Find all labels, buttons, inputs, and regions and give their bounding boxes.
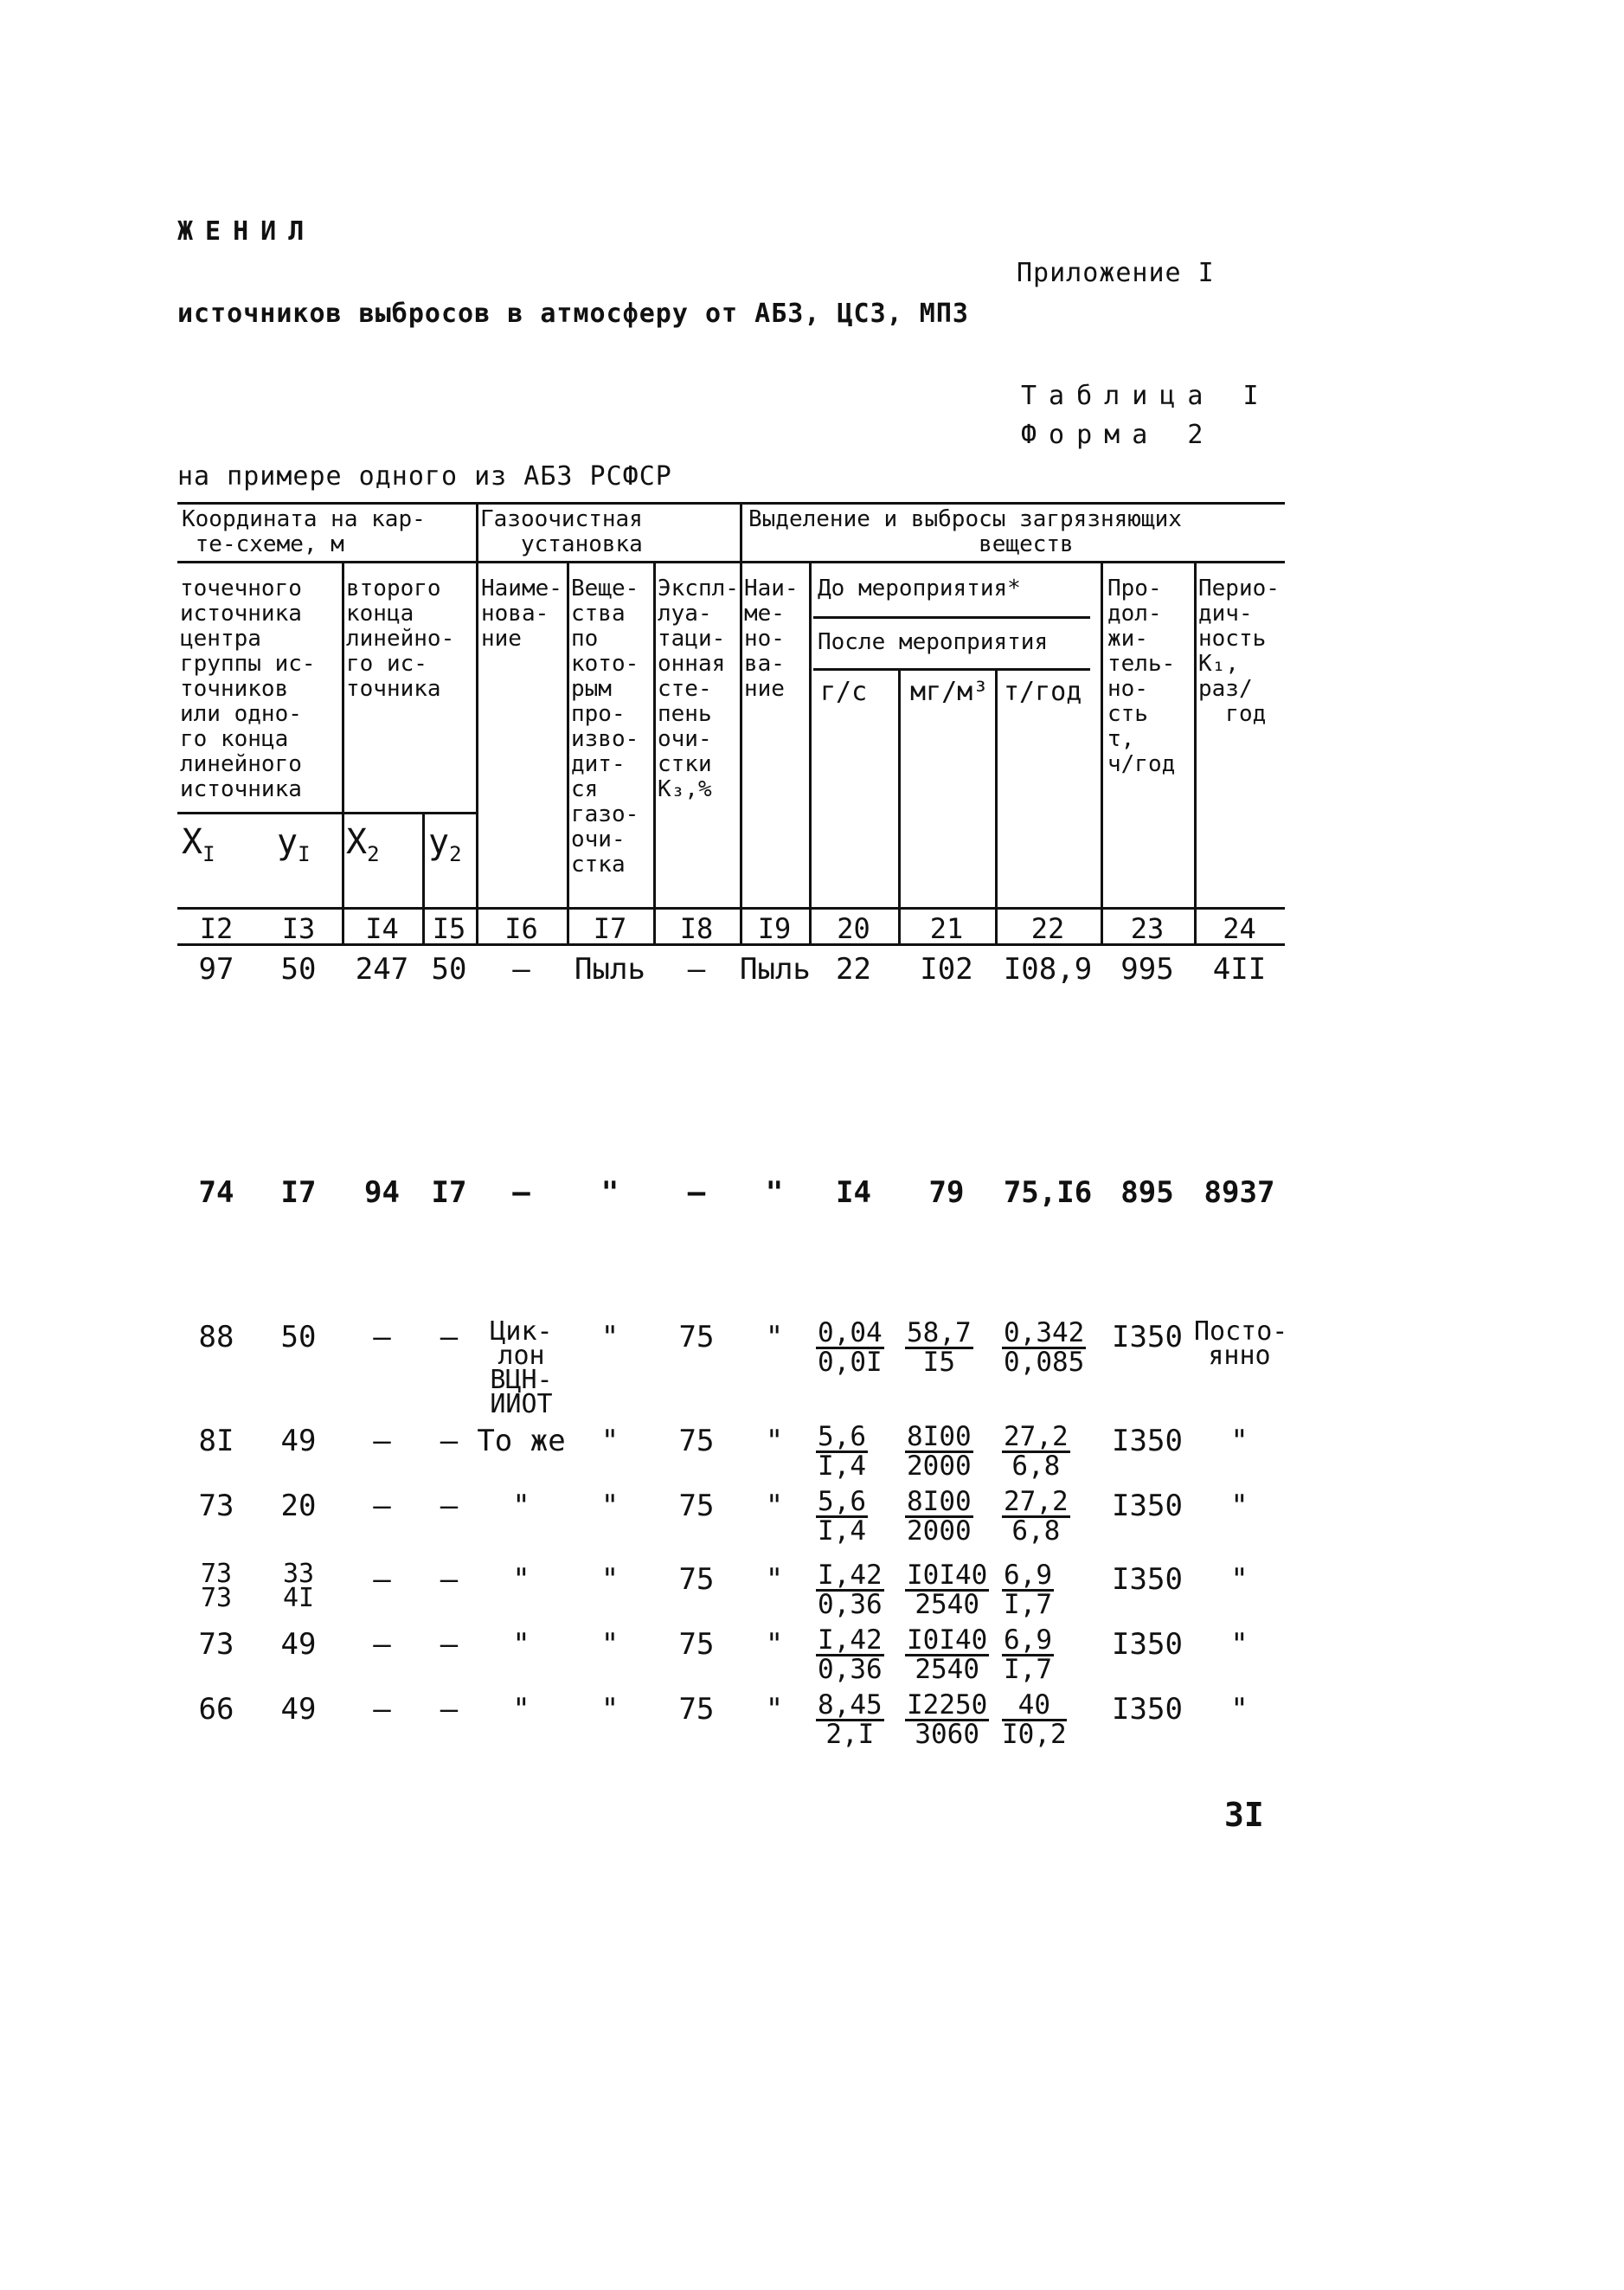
emission-mgm3-value-numerator: 58,7 — [907, 1317, 972, 1348]
device-name-value: Цик- лон ВЦН- ИИОТ — [490, 1316, 553, 1419]
duration-header: Про- дол- жи- тель- но- сть τ, ч/год — [1107, 576, 1176, 777]
duration-value: I350 — [1112, 1692, 1183, 1727]
periodicity-value: " — [1230, 1627, 1248, 1662]
emission-mgm3-value-numerator: I0I40 — [907, 1560, 988, 1591]
emission-mgm3-value: I02 — [920, 952, 973, 987]
periodicity-header: Перио- дич- ность K₁, раз/ год — [1198, 576, 1280, 727]
emission-tyear-value: I08,9 — [1003, 952, 1093, 987]
emission-tyear-value — [1002, 1562, 1054, 1618]
emission-mgm3-value-denominator: 2000 — [907, 1515, 972, 1547]
y2-value: – — [440, 1489, 459, 1523]
duration-value: I350 — [1112, 1627, 1183, 1662]
emission-mgm3-value — [905, 1317, 973, 1378]
emission-tyear-value — [1002, 1624, 1054, 1685]
emission-tyear-value-numerator: 40 — [1002, 1692, 1067, 1721]
column-number: I5 — [432, 912, 466, 945]
device-name-value: " — [512, 1627, 530, 1662]
page-number: 3I — [1224, 1796, 1264, 1834]
y2-value: – — [440, 1627, 459, 1662]
emission-tyear-value-denominator: 0,085 — [1004, 1347, 1085, 1378]
after-measures-border — [813, 668, 1090, 671]
duration-value: I350 — [1112, 1489, 1183, 1523]
emission-mgm3-value — [905, 1689, 989, 1750]
efficiency-value: 75 — [678, 1489, 715, 1523]
x1-value: 97 — [198, 952, 234, 987]
emission-tyear-value-numerator: 27,2 — [1004, 1421, 1069, 1452]
duration-value: I350 — [1112, 1562, 1183, 1597]
emission-mgm3-value — [905, 1624, 989, 1685]
column-number: I9 — [757, 912, 792, 945]
column-number: I3 — [281, 912, 316, 945]
form-label: Форма 2 — [1021, 420, 1216, 450]
emission-mgm3-value-denominator: 2540 — [915, 1654, 979, 1685]
emission-mgm3-value-denominator: 2540 — [915, 1589, 979, 1620]
y2-header: $y_2$ — [428, 822, 462, 866]
emission-gs-value — [816, 1624, 884, 1685]
x2-value: – — [373, 1692, 391, 1727]
x2-value: – — [373, 1562, 391, 1597]
y1-value: 50 — [280, 952, 317, 987]
emission-gs-value — [816, 1317, 884, 1378]
y1-value: 33 4I — [282, 1559, 315, 1613]
device-name-value: " — [512, 1489, 530, 1523]
emission-mgm3-value-numerator: 8I00 — [907, 1486, 972, 1517]
emission-gs-value-denominator: I,4 — [818, 1451, 866, 1482]
emission-gs-value-denominator: 0,0I — [818, 1347, 883, 1378]
column-number: I2 — [199, 912, 234, 945]
emission-gs-value — [816, 1562, 884, 1618]
emission-gs-value-numerator: I,42 — [818, 1624, 883, 1656]
column-number: I7 — [593, 912, 627, 945]
duration-value: 895 — [1120, 1175, 1174, 1210]
column-number: 20 — [837, 912, 870, 945]
emission-gs-value-denominator: I,4 — [818, 1515, 866, 1547]
efficiency-value: 75 — [678, 1692, 715, 1727]
efficiency-value: – — [687, 952, 706, 987]
emission-tyear-value-denominator: I,7 — [1004, 1589, 1052, 1620]
x2-value: – — [373, 1320, 391, 1354]
unit-gs-header: г/с — [820, 677, 868, 707]
device-name-value: – — [512, 952, 530, 987]
emission-mgm3-value — [905, 1486, 973, 1547]
emission-gs-value-numerator: 8,45 — [818, 1689, 883, 1721]
x1-value: 88 — [198, 1320, 234, 1354]
unit-mgm3-header: мг/м³ — [910, 677, 989, 707]
emission-group-header: Выделение и выбросы загрязняющих веществ — [748, 506, 1182, 557]
coordinates-group-header: Координата на кар- те-схеме, м — [182, 506, 426, 557]
col-divider — [898, 668, 901, 943]
efficiency-value: 75 — [678, 1627, 715, 1662]
x2-value: 247 — [355, 952, 409, 987]
before-measures-border — [813, 616, 1090, 619]
duration-value: I350 — [1112, 1320, 1183, 1354]
col-divider — [1194, 561, 1197, 943]
coord-subheader-border — [177, 812, 476, 814]
y1-value: 49 — [280, 1627, 317, 1662]
device-name-value: То же — [477, 1424, 566, 1458]
device-name-value: – — [512, 1175, 530, 1210]
y1-value: 50 — [280, 1320, 317, 1354]
column-number: I4 — [365, 912, 399, 945]
y1-value: I7 — [280, 1175, 317, 1210]
emission-tyear-value: 75,I6 — [1003, 1175, 1093, 1210]
x2-value: – — [373, 1627, 391, 1662]
emission-gs-value-denominator: 0,36 — [818, 1654, 883, 1685]
substance-name-value: " — [765, 1489, 784, 1523]
emission-mgm3-value — [905, 1562, 989, 1618]
emission-tyear-value-denominator: I0,2 — [1002, 1719, 1067, 1750]
device-name-value: " — [512, 1562, 530, 1597]
x1-value: 73 — [198, 1489, 234, 1523]
substance-name-header: Наи- ме- но- ва- ние — [744, 576, 799, 702]
x1-value: 73 73 — [200, 1559, 233, 1613]
substance-name-value: Пыль — [740, 952, 811, 987]
emission-mgm3-value — [905, 1421, 973, 1482]
column-number: I8 — [679, 912, 714, 945]
duration-value: I350 — [1112, 1424, 1183, 1458]
emission-tyear-value-denominator: I,7 — [1004, 1654, 1052, 1685]
document-subtitle: источников выбросов в атмосферу от АБЗ, ЦСЗ, МПЗ — [177, 299, 969, 329]
table-label: Таблица I — [1021, 381, 1271, 411]
device-name-header: Наиме- нова- ние — [481, 576, 562, 652]
substance-value: " — [600, 1627, 619, 1662]
substance-value: " — [600, 1489, 619, 1523]
y1-value: 49 — [280, 1424, 317, 1458]
emission-tyear-value-numerator: 0,342 — [1004, 1317, 1085, 1348]
emission-gs-value-numerator: 5,6 — [818, 1486, 866, 1517]
emission-tyear-value — [1002, 1486, 1070, 1547]
emission-tyear-value — [1002, 1689, 1067, 1750]
col-divider — [476, 502, 478, 943]
substance-value: Пыль — [574, 952, 645, 987]
emission-gs-value-denominator: 0,36 — [818, 1589, 883, 1620]
x1-value: 73 — [198, 1627, 234, 1662]
document-title-word: ЖЕНИЛ — [177, 216, 317, 247]
x2-value: – — [373, 1489, 391, 1523]
after-measures-header: После мероприятия — [818, 629, 1049, 655]
y1-value: 20 — [280, 1489, 317, 1523]
emission-gs-value — [816, 1486, 868, 1547]
efficiency-value: 75 — [678, 1320, 715, 1354]
appendix-label: Приложение I — [1017, 258, 1215, 288]
x2-value: – — [373, 1424, 391, 1458]
column-number: 21 — [929, 912, 964, 945]
x1-value: 74 — [198, 1175, 234, 1210]
before-measures-header: До мероприятия* — [818, 576, 1021, 601]
emission-gs-value-numerator: I,42 — [818, 1560, 883, 1591]
periodicity-value: " — [1230, 1489, 1248, 1523]
col-divider — [995, 668, 998, 943]
periodicity-value: Посто- янно — [1194, 1316, 1288, 1371]
example-note: на примере одного из АБЗ РСФСР — [177, 461, 672, 492]
col-divider — [653, 561, 656, 943]
y2-value: 50 — [431, 952, 467, 987]
y1-value: 49 — [280, 1692, 317, 1727]
substance-value: " — [600, 1562, 619, 1597]
emission-mgm3-value-denominator: I5 — [922, 1347, 955, 1378]
y2-value: – — [440, 1692, 459, 1727]
substance-value: " — [600, 1692, 619, 1727]
periodicity-value: 4II — [1212, 952, 1267, 987]
col-divider — [809, 561, 812, 943]
substance-name-value: " — [765, 1175, 784, 1210]
periodicity-value: " — [1230, 1562, 1248, 1597]
emission-gs-value: I4 — [836, 1175, 871, 1210]
emission-tyear-value-numerator: 27,2 — [1004, 1486, 1069, 1517]
emission-gs-value: 22 — [836, 952, 871, 987]
column-number: 22 — [1030, 912, 1065, 945]
emission-gs-value — [816, 1689, 884, 1750]
gas-cleaning-group-header: Газоочистная установка — [480, 506, 643, 557]
column-number: I6 — [504, 912, 538, 945]
point-source-header: точечного источника центра группы ис- точников или одно- го конца линейного источника — [180, 576, 316, 802]
x1-value: 8I — [198, 1424, 234, 1458]
emission-tyear-value-denominator: 6,8 — [1011, 1515, 1061, 1547]
emission-tyear-value — [1002, 1317, 1086, 1378]
emission-gs-value — [816, 1421, 868, 1482]
substance-name-value: " — [765, 1320, 784, 1354]
substance-name-value: " — [765, 1627, 784, 1662]
emission-tyear-value-numerator: 6,9 — [1004, 1560, 1052, 1591]
emission-tyear-value-denominator: 6,8 — [1011, 1451, 1061, 1482]
efficiency-header: Экспл- луа- таци- онная сте- пень очи- стки K₃,% — [658, 576, 739, 802]
substance-name-value: " — [765, 1692, 784, 1727]
y2-value: – — [440, 1320, 459, 1354]
emission-mgm3-value-denominator: 3060 — [915, 1719, 979, 1750]
unit-tyear-header: т/год — [1004, 677, 1082, 707]
column-number: 24 — [1223, 912, 1256, 945]
emission-mgm3-value-denominator: 2000 — [907, 1451, 972, 1482]
y2-value: – — [440, 1562, 459, 1597]
emission-mgm3-value-numerator: 8I00 — [907, 1421, 972, 1452]
periodicity-value: " — [1230, 1424, 1248, 1458]
x1-value: 66 — [198, 1692, 234, 1727]
y2-value: I7 — [431, 1175, 467, 1210]
emission-tyear-value — [1002, 1421, 1070, 1482]
x2-header: $X_2$ — [346, 822, 380, 866]
substance-value: " — [600, 1320, 619, 1354]
efficiency-value: 75 — [678, 1562, 715, 1597]
second-end-header: второго конца линейно- го ис- точника — [346, 576, 455, 702]
periodicity-value: 8937 — [1204, 1175, 1275, 1210]
y2-value: – — [440, 1424, 459, 1458]
substance-value: " — [600, 1424, 619, 1458]
substance-value: " — [600, 1175, 619, 1210]
col-divider — [567, 561, 569, 943]
emission-mgm3-value-numerator: I2250 — [907, 1689, 988, 1721]
device-name-value: " — [512, 1692, 530, 1727]
emission-mgm3-value: 79 — [928, 1175, 965, 1210]
emission-tyear-value-numerator: 6,9 — [1004, 1624, 1052, 1656]
emission-gs-value-denominator: 2,I — [825, 1719, 875, 1750]
efficiency-value: 75 — [678, 1424, 715, 1458]
efficiency-value: – — [687, 1175, 706, 1210]
emission-gs-value-numerator: 5,6 — [818, 1421, 866, 1452]
table-top-border — [177, 502, 1285, 505]
periodicity-value: " — [1230, 1692, 1248, 1727]
column-number: 23 — [1130, 912, 1165, 945]
substance-name-value: " — [765, 1562, 784, 1597]
col-divider — [1101, 561, 1103, 943]
substance-name-value: " — [765, 1424, 784, 1458]
emission-mgm3-value-numerator: I0I40 — [907, 1624, 988, 1656]
y1-header: $y_I$ — [277, 822, 311, 866]
emission-gs-value-numerator: 0,04 — [818, 1317, 883, 1348]
col-divider — [342, 561, 344, 943]
col-divider — [740, 502, 742, 943]
x1-header: $X_I$ — [182, 822, 215, 866]
x2-value: 94 — [364, 1175, 400, 1210]
substances-header: Веще- ства по кото- рым про- изво- дит- ся газо- очи- стка — [571, 576, 639, 878]
duration-value: 995 — [1120, 952, 1174, 987]
